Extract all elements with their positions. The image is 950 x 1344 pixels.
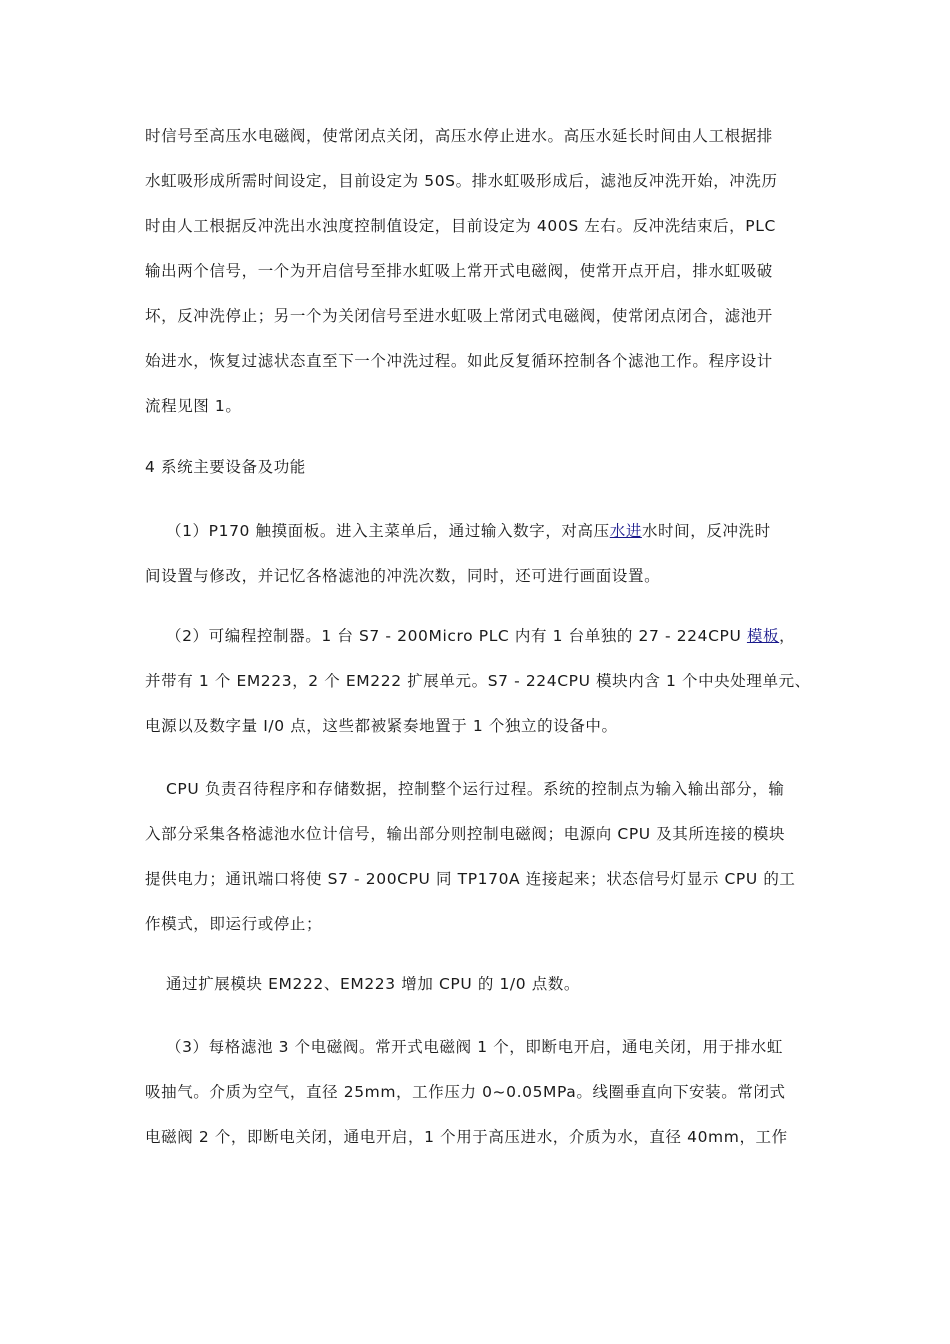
template-link[interactable]: 模板 — [746, 627, 780, 645]
text-segment: ， — [779, 627, 796, 645]
water-inlet-link[interactable]: 水进 — [609, 522, 642, 540]
paragraph-line: 水虹吸形成所需时间设定，目前设定为 50S。排水虹吸形成后，滤池反冲洗开始，冲洗历 — [145, 172, 778, 190]
paragraph-line: 流程见图 1。 — [145, 397, 242, 415]
paragraph-line: 间设置与修改，并记忆各格滤池的冲洗次数，同时，还可进行画面设置。 — [145, 567, 661, 585]
text-segment: （2）可编程控制器。1 台 S7 - 200Micro PLC 内有 1 台单独的 27 - 224CPU — [166, 627, 747, 645]
paragraph-line: 电磁阀 2 个，即断电关闭，通电开启，1 个用于高压进水，介质为水，直径 40mm，工作 — [145, 1128, 788, 1146]
paragraph-line: 作模式，即运行或停止； — [145, 915, 323, 933]
paragraph-line: 电源以及数字量 I/0 点，这些都被紧奏地置于 1 个独立的设备中。 — [145, 717, 618, 735]
paragraph-line: 入部分采集各格滤池水位计信号，输出部分则控制电磁阀；电源向 CPU 及其所连接的模块 — [145, 825, 786, 843]
paragraph-line: 坏，反冲洗停止；另一个为关闭信号至进水虹吸上常闭式电磁阀，使常闭点闭合，滤池开 — [145, 307, 773, 325]
paragraph-line — [166, 626, 795, 646]
paragraph-line: 始进水，恢复过滤状态直至下一个冲洗过程。如此反复循环控制各个滤池工作。程序设计 — [145, 352, 773, 370]
text-segment: （1）P170 触摸面板。进入主菜单后，通过输入数字，对高压 — [166, 522, 610, 540]
paragraph-line: 通过扩展模块 EM222、EM223 增加 CPU 的 1/0 点数。 — [166, 975, 581, 993]
paragraph-line: 输出两个信号，一个为开启信号至排水虹吸上常开式电磁阀，使常开点开启，排水虹吸破 — [145, 262, 773, 280]
section-heading: 4 系统主要设备及功能 — [145, 458, 306, 476]
paragraph-line: 并带有 1 个 EM223，2 个 EM222 扩展单元。S7 - 224CPU 模块内含 1 个中央处理单元、 — [145, 672, 811, 690]
paragraph-line — [166, 521, 771, 541]
paragraph-line: 提供电力；通讯端口将使 S7 - 200CPU 同 TP170A 连接起来；状态信号灯显示 CPU 的工 — [145, 870, 796, 888]
paragraph-line: 时由人工根据反冲洗出水浊度控制值设定，目前设定为 400S 左右。反冲洗结束后，PLC — [145, 217, 776, 235]
paragraph-line: 吸抽气。介质为空气，直径 25mm，工作压力 0~0.05MPa。线圈垂直向下安装。常闭式 — [145, 1083, 786, 1101]
paragraph-line: CPU 负责召待程序和存储数据，控制整个运行过程。系统的控制点为输入输出部分，输 — [166, 780, 785, 798]
paragraph-line: 时信号至高压水电磁阀，使常闭点关闭，高压水停止进水。高压水延长时间由人工根据排 — [145, 127, 773, 145]
text-segment: 水时间，反冲洗时 — [641, 522, 771, 540]
paragraph-line: （3）每格滤池 3 个电磁阀。常开式电磁阀 1 个，即断电开启，通电关闭，用于排水虹 — [166, 1038, 783, 1056]
